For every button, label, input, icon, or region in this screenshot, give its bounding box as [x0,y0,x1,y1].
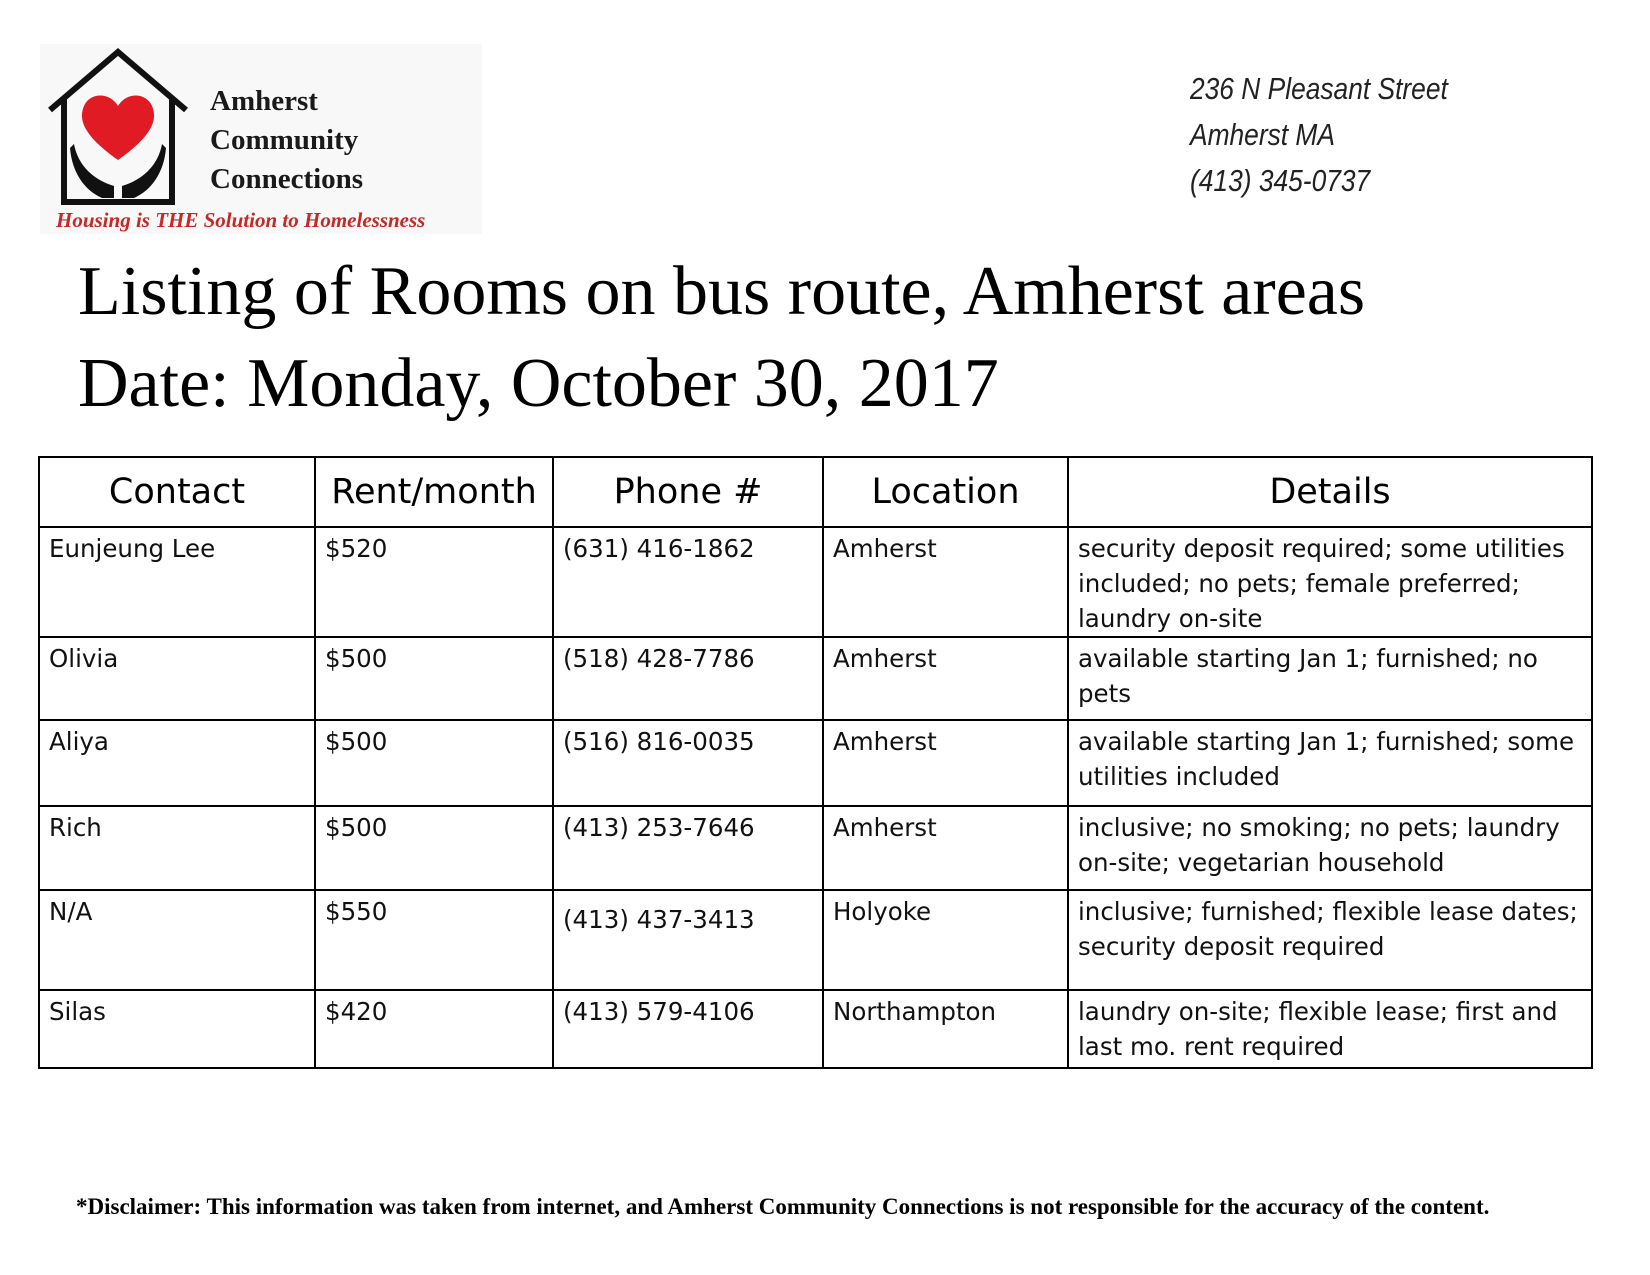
cell-location: Northampton [823,990,1068,1068]
cell-phone: (516) 816-0035 [553,720,823,806]
address-phone: (413) 345-0737 [1190,163,1371,198]
header-contact: Contact [39,457,315,527]
cell-details: available starting Jan 1; furnished; no pets [1068,637,1592,720]
cell-details: available starting Jan 1; furnished; some utilities included [1068,720,1592,806]
cell-rent: $500 [315,720,553,806]
header-rent: Rent/month [315,457,553,527]
table-header-row [39,457,1592,527]
house-heart-hands-icon [44,48,194,208]
org-logo [40,44,482,234]
cell-phone: (413) 579-4106 [553,990,823,1068]
cell-rent: $420 [315,990,553,1068]
cell-contact: Aliya [39,720,315,806]
cell-rent: $500 [315,806,553,890]
cell-contact: Silas [39,990,315,1068]
cell-phone: (518) 428-7786 [553,637,823,720]
cell-contact: Olivia [39,637,315,720]
org-address [1190,66,1448,204]
cell-details: security deposit required; some utilities included; no pets; female preferred; laundry on-site [1068,527,1592,637]
cell-contact: N/A [39,890,315,990]
cell-rent: $500 [315,637,553,720]
table-row [39,720,1592,806]
cell-details: laundry on-site; flexible lease; first and last mo. rent required [1068,990,1592,1068]
cell-location: Amherst [823,720,1068,806]
org-name-line: Community [210,124,359,156]
cell-contact: Rich [39,806,315,890]
table-row [39,890,1592,990]
cell-details: inclusive; furnished; flexible lease dates; security deposit required [1068,890,1592,990]
address-city: Amherst MA [1190,117,1335,152]
cell-phone: (413) 437-3413 [553,890,823,990]
org-name [210,82,363,199]
cell-phone: (631) 416-1862 [553,527,823,637]
cell-phone: (413) 253-7646 [553,806,823,890]
cell-details: inclusive; no smoking; no pets; laundry on-site; vegetarian household [1068,806,1592,890]
address-street: 236 N Pleasant Street [1190,71,1448,106]
cell-location: Amherst [823,806,1068,890]
table-row [39,527,1592,637]
title-date: Date: Monday, October 30, 2017 [78,345,999,422]
rooms-table [38,456,1593,1069]
cell-contact: Eunjeung Lee [39,527,315,637]
cell-rent: $550 [315,890,553,990]
org-name-line: Connections [210,163,364,195]
disclaimer-text: *Disclaimer: This information was taken from internet, and Amherst Community Connections is not responsible for the accuracy of the content. [76,1194,1490,1219]
table-row [39,990,1592,1068]
cell-location: Amherst [823,637,1068,720]
cell-rent: $520 [315,527,553,637]
table-row [39,637,1592,720]
page-title [78,246,1365,430]
table-row [39,806,1592,890]
cell-location: Holyoke [823,890,1068,990]
org-name-line: Amherst [210,85,318,117]
org-tagline: Housing is THE Solution to Homelessness [56,208,426,232]
header-location: Location [823,457,1068,527]
header-phone: Phone # [553,457,823,527]
cell-location: Amherst [823,527,1068,637]
title-heading: Listing of Rooms on bus route, Amherst areas [78,253,1366,330]
header-details: Details [1068,457,1592,527]
